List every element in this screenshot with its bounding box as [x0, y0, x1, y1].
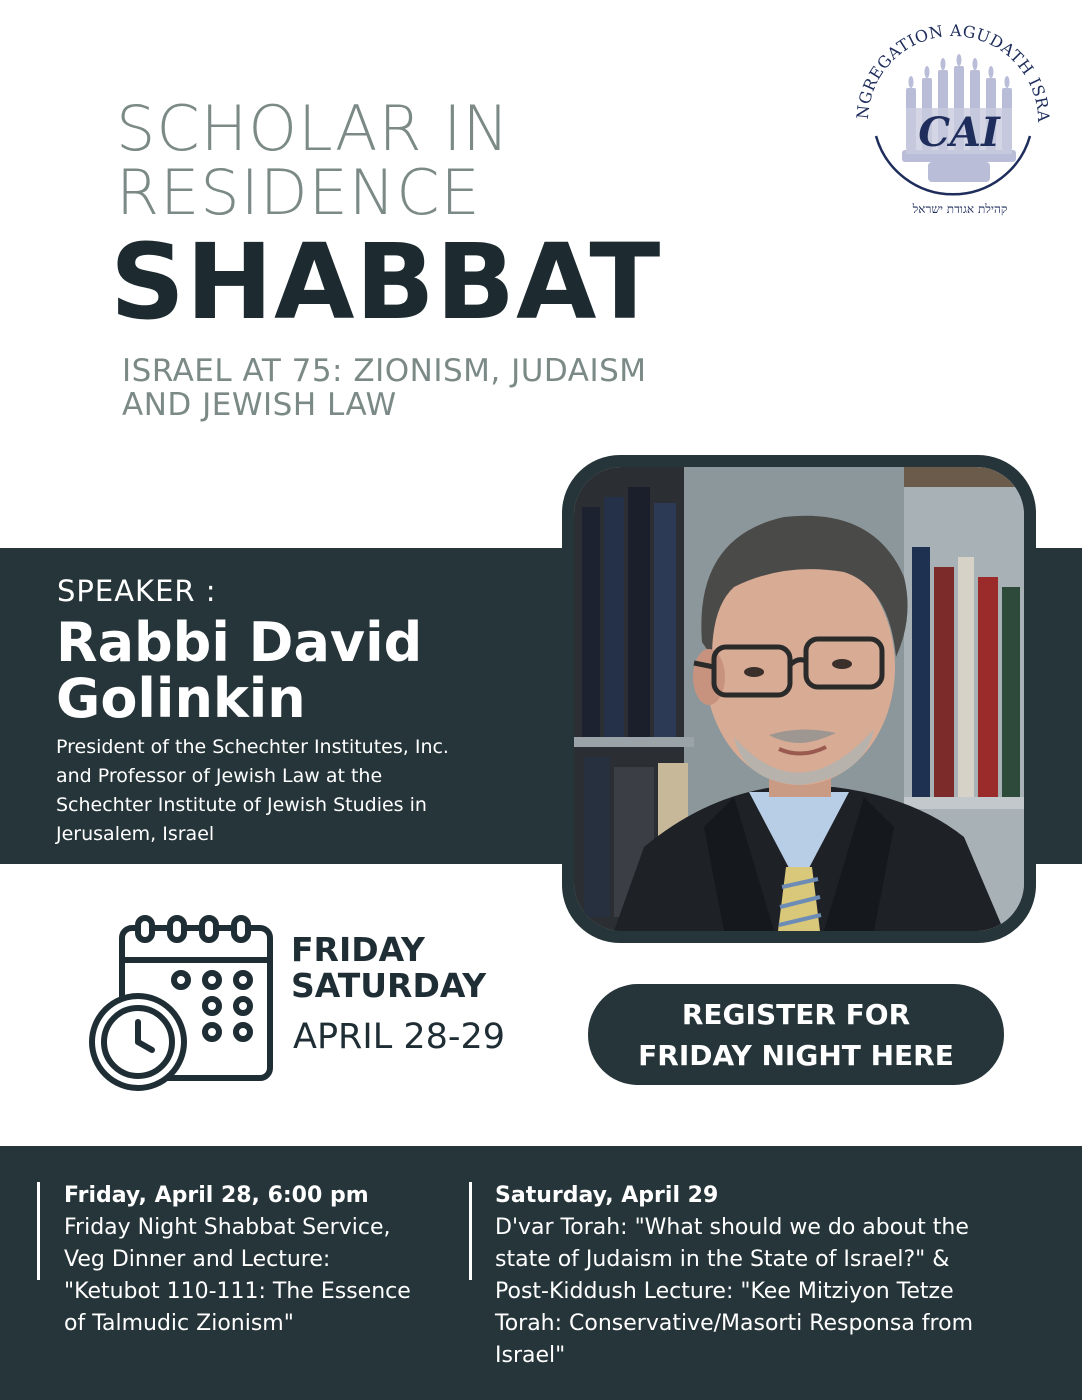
event-date-range: APRIL 28-29	[293, 1017, 506, 1057]
schedule-divider	[469, 1182, 472, 1280]
title-line-1: SCHOLAR IN	[116, 92, 510, 165]
speaker-photo	[574, 467, 1024, 931]
schedule-line: Post-Kiddush Lecture: "Kee Mitziyon Tetze	[495, 1279, 954, 1304]
schedule-line: D'var Torah: "What should we do about the	[495, 1215, 969, 1240]
speaker-bio-line: and Professor of Jewish Law at the	[56, 765, 383, 787]
subtitle-line-1: ISRAEL AT 75: ZIONISM, JUDAISM	[122, 353, 647, 389]
speaker-name-line-1: Rabbi David	[56, 611, 423, 674]
speaker-name-line-2: Golinkin	[56, 667, 306, 730]
schedule-line: Torah: Conservative/Masorti Responsa from	[495, 1311, 974, 1336]
title-line-2: RESIDENCE	[116, 156, 481, 229]
schedule-divider	[37, 1182, 40, 1280]
logo-monogram: CAI	[918, 109, 1000, 156]
svg-text:CONGREGATION AGUDATH ISRAEL	[848, 16, 1053, 123]
schedule-saturday	[495, 1180, 973, 1372]
event-day-2: SATURDAY	[291, 966, 487, 1005]
speaker-bio-line: Schechter Institute of Jewish Studies in	[56, 794, 427, 816]
schedule-line: Israel"	[495, 1343, 566, 1368]
speaker-photo-frame	[562, 455, 1036, 943]
register-button-line-2: FRIDAY NIGHT HERE	[638, 1038, 954, 1072]
schedule-line: of Talmudic Zionism"	[64, 1311, 294, 1336]
schedule-friday-heading: Friday, April 28, 6:00 pm	[64, 1183, 369, 1208]
logo-hebrew-text: קהילת אגודת ישראל	[912, 202, 1008, 216]
logo-ring-text: NGREGATION AGUDATH ISRA	[852, 20, 1054, 123]
register-button[interactable]	[588, 984, 1004, 1085]
speaker-bio-line: President of the Schechter Institutes, Inc.	[56, 736, 449, 758]
register-button-line-1: REGISTER FOR	[681, 997, 911, 1031]
calendar-clock-icon	[86, 914, 276, 1096]
event-day-1: FRIDAY	[291, 930, 425, 969]
schedule-friday	[64, 1180, 411, 1340]
schedule-saturday-heading: Saturday, April 29	[495, 1183, 719, 1208]
schedule-line: "Ketubot 110-111: The Essence	[64, 1279, 411, 1304]
speaker-bio-line: Jerusalem, Israel	[56, 823, 215, 845]
subtitle-line-2: AND JEWISH LAW	[122, 387, 397, 423]
schedule-line: Friday Night Shabbat Service,	[64, 1215, 391, 1240]
speaker-label: SPEAKER :	[57, 574, 217, 608]
schedule-line: Veg Dinner and Lecture:	[64, 1247, 331, 1272]
page-title: SHABBAT	[110, 221, 662, 343]
schedule-line: state of Judaism in the State of Israel?" &	[495, 1247, 950, 1272]
congregation-logo	[848, 16, 1058, 226]
